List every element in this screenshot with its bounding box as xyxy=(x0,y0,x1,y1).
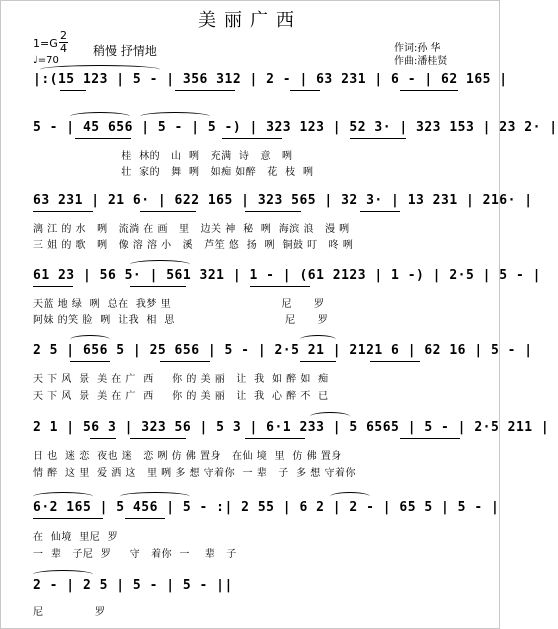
slur xyxy=(130,260,190,269)
slur xyxy=(70,335,110,344)
lyrics-row-4-verse-2: 阿妹 的笑 脸 咧 让我 相 思 尼 罗 xyxy=(33,315,329,326)
beam-underline xyxy=(360,211,400,212)
beam-underline xyxy=(250,286,310,287)
beam-underline xyxy=(33,286,73,287)
song-title: 美丽广西 xyxy=(198,10,302,31)
beam-underline xyxy=(130,286,186,287)
notation-row-7: 6·2 165 | 5 456 | 5 - :| 2 55 | 6 2 | 2 - | 65 5 | 5 - | xyxy=(33,500,500,515)
slur xyxy=(300,335,336,344)
beam-underline xyxy=(290,90,320,91)
lyrics-row-5-verse-2: 天 下 风 景 美 在 广 西 你 的 美 丽 让 我 心 醉 不 已 xyxy=(33,391,329,402)
beam-underline xyxy=(370,361,420,362)
slur xyxy=(330,492,370,501)
beam-underline xyxy=(222,138,282,139)
lyricist-credit: 作词:孙 华 xyxy=(394,43,441,54)
lyrics-row-3-verse-2: 三 姐 的 歌 咧 像 溶 溶 小 溪 芦笙 悠 扬 咧 铜鼓 叮 咚 咧 xyxy=(33,240,354,251)
beam-underline xyxy=(245,438,305,439)
beam-underline xyxy=(75,138,131,139)
slur xyxy=(40,65,160,74)
expression-marking: 稍慢 抒情地 xyxy=(93,44,157,58)
beam-underline xyxy=(60,90,86,91)
notation-row-3: 63 231 | 21 6· | 622 165 | 323 565 | 32 3· | 13 231 | 216· | xyxy=(33,193,533,208)
notation-row-2: 5 - | 45 656 | 5 - | 5 -) | 323 123 | 52 3· | 323 153 | 23 2· | xyxy=(33,120,558,135)
notation-row-4: 61 23 | 56 5· | 561 321 | 1 - | (61 2123 | 1 -) | 2·5 | 5 - | xyxy=(33,268,541,283)
beam-underline xyxy=(350,138,406,139)
beam-underline xyxy=(300,361,336,362)
time-signature xyxy=(59,30,68,55)
tempo-marking: ♩=70 xyxy=(33,55,59,66)
notation-row-8: 2 - | 2 5 | 5 - | 5 - || xyxy=(33,578,233,593)
lyrics-row-2-verse-2: 壮 家的 舞 咧 如痴 如醉 花 枝 咧 xyxy=(33,167,314,178)
beam-underline xyxy=(175,90,235,91)
notation-row-1: |:(15 123 | 5 - | 356 312 | 2 - | 63 231 | 6 - | 62 165 | xyxy=(33,72,508,87)
beam-underline xyxy=(400,438,460,439)
lyrics-row-6-verse-1: 日 也 迷 恋 夜也 迷 恋 咧 仿 佛 置身 在仙 境 里 仿 佛 置身 xyxy=(33,451,342,462)
beam-underline xyxy=(90,438,116,439)
notation-row-6: 2 1 | 56 3 | 323 56 | 5 3 | 6·1 233 | 5 6565 | 5 - | 2·5 211 | xyxy=(33,420,550,435)
composer-credit: 作曲:潘桂贤 xyxy=(394,56,448,67)
beam-underline xyxy=(245,211,301,212)
slur xyxy=(33,492,93,501)
lyrics-row-4-verse-1: 天蓝 地 绿 咧 总在 我梦 里 尼 罗 xyxy=(33,299,325,310)
beam-underline xyxy=(33,211,93,212)
beam-underline xyxy=(125,518,165,519)
beam-underline xyxy=(33,518,103,519)
lyrics-row-8: 尼 罗 xyxy=(33,607,106,618)
tie xyxy=(140,112,210,121)
lyrics-row-7-verse-2: 一 辈 子尼 罗 守 着你 一 辈 子 xyxy=(33,549,237,560)
beam-underline xyxy=(160,361,210,362)
key-signature: 1=G xyxy=(33,37,58,50)
beam-underline xyxy=(70,361,110,362)
lyrics-row-2-verse-1: 桂 林的 山 咧 充满 诗 意 咧 xyxy=(33,151,293,162)
lyrics-row-6-verse-2: 情 醉 这 里 爱 洒 这 里 咧 多 想 守着你 一 辈 子 多 想 守着你 xyxy=(33,468,356,479)
tie xyxy=(33,570,93,579)
lyrics-row-5-verse-1: 天 下 风 景 美 在 广 西 你 的 美 丽 让 我 如 醉 如 痴 xyxy=(33,374,329,385)
slur xyxy=(310,412,350,421)
time-signature-bottom: 4 xyxy=(60,42,67,55)
beam-underline xyxy=(140,211,196,212)
time-signature-top: 2 xyxy=(60,29,67,42)
slur xyxy=(70,112,130,121)
tie xyxy=(120,492,190,501)
beam-underline xyxy=(130,438,186,439)
notation-row-5: 2 5 | 656 5 | 25 656 | 5 - | 2·5 21 | 2121 6 | 62 16 | 5 - | xyxy=(33,343,533,358)
lyrics-row-7-verse-1: 在 仙境 里尼 罗 xyxy=(33,532,119,543)
beam-underline xyxy=(400,90,458,91)
lyrics-row-3-verse-1: 漓 江 的 水 咧 流淌 在 画 里 边关 神 秘 咧 海滨 浪 漫 咧 xyxy=(33,224,350,235)
